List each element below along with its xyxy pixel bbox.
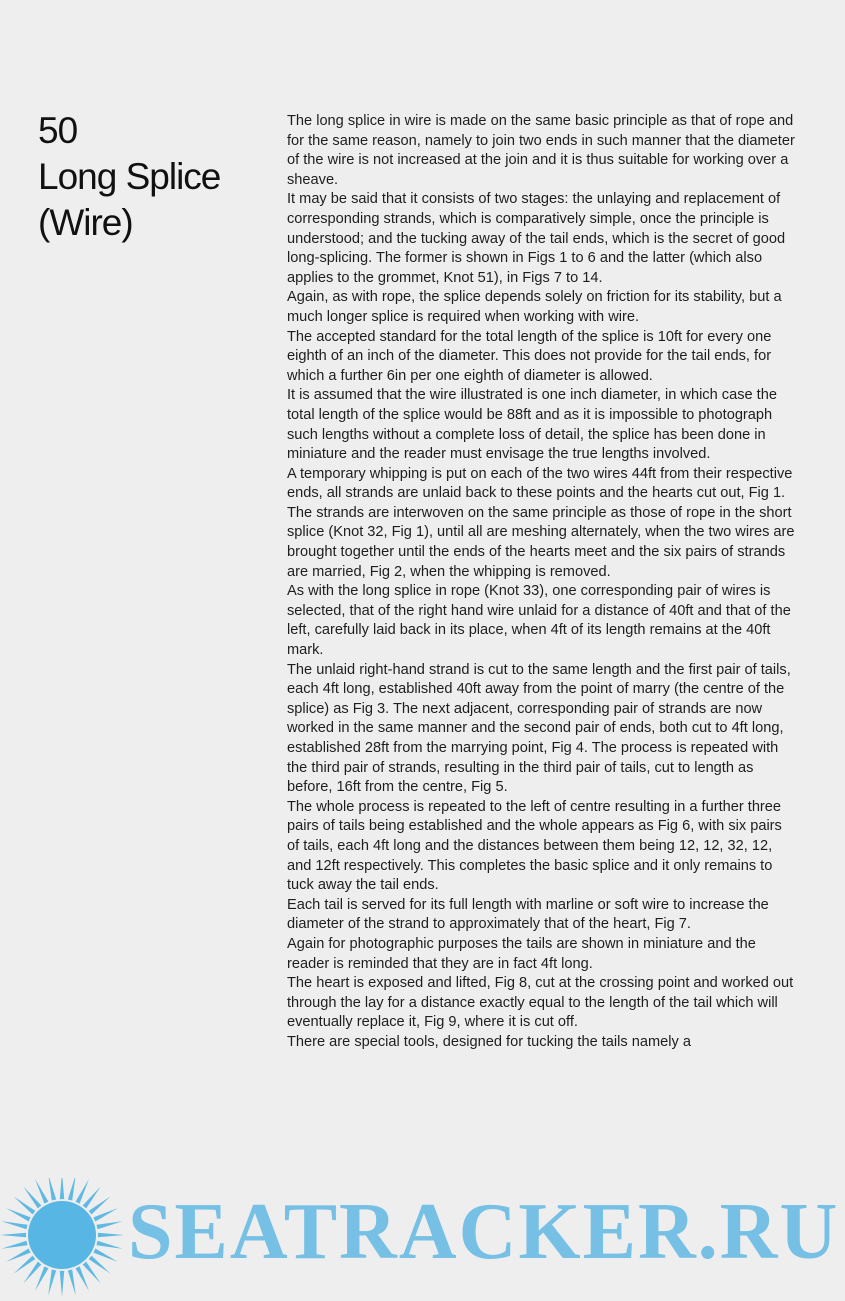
page-title [38,108,278,246]
sun-ray [23,1262,41,1284]
sun-ray [60,1271,65,1297]
sun-ray [83,1262,101,1284]
paragraph: Again for photographic purposes the tails are shown in miniature and the reader is reminded that they are in fact 4ft long. [287,935,756,972]
sun-ray [2,1241,28,1249]
sun-ray [35,1179,48,1203]
paragraph: It is assumed that the wire illustrated is one inch diameter, in which case the total length of the splice would be 88ft and as it is impossible to photograph such lengths without a complete loss of detail, the splice has been done in miniature and the reader must envisage the true lengths involved. [287,387,777,463]
sun-ray [6,1208,30,1221]
sun-ray [89,1256,111,1274]
title-line-2: (Wire) [38,202,133,243]
sun-ray [60,1178,65,1199]
sun-ray [83,1187,101,1209]
paragraph: The heart is exposed and lifted, Fig 8, cut at the crossing point and worked out through the lay for a distance exactly equal to the length of the tail which will eventually replace it, Fig 9, where it is cut off. [287,975,794,1031]
paragraph: The strands are interwoven on the same principle as those of rope in the short splice (Knot 32, Fig 1), until all are meshing alternately, when the two wires are brought together until the ends of the hearts meet and the six pairs of strands are married, Fig 2, when the whipping is removed. [287,504,795,580]
title-line-1: Long Splice [38,156,221,197]
paragraph: The unlaid right-hand strand is cut to the same length and the first pair of tails, each 4ft long, established 40ft away from the point of marry (the centre of the splice) as Fig 3. The next adjacent, corresponding pair of strands are now worked in the same manner and the second pair of ends, both cut to 4ft long, established 28ft from the marrying point, Fig 4. The process is repeated with the third pair of strands, resulting in the third pair of tails, cut to length as before, 16ft from the centre, Fig 5. [287,661,791,796]
sun-ray [76,1266,89,1290]
sun-ray [2,1221,28,1229]
sun-ray [97,1221,123,1229]
paragraph: Each tail is served for its full length with marline or soft wire to increase the diameter of the strand to approximately that of the heart, Fig 7. [287,896,769,933]
sun-ray [48,1270,56,1296]
body-text [287,112,797,1053]
sun-ray [76,1179,89,1203]
sun-ray [93,1208,117,1221]
sun-ray [93,1249,117,1262]
sun-ray [68,1270,76,1296]
sun-ray [98,1233,124,1238]
knot-number: 50 [38,110,78,151]
paragraph: The long splice in wire is made on the same basic principle as that of rope and for the same reason, namely to join two ends in such manner that the diameter of the wire is not increased at the join and it is thus suitable for working over a sheave. [287,113,795,188]
paragraph: A temporary whipping is put on each of the two wires 44ft from their respective ends, all strands are unlaid back to these points and the hearts cut out, Fig 1. [287,465,793,502]
sun-ray [35,1266,48,1290]
sun-ray [89,1196,111,1214]
paragraph: The whole process is repeated to the left of centre resulting in a further three pairs of tails being established and the whole appears as Fig 6, with six pairs of tails, each 4ft long and the distances between them being 12, 12, 32, 12, and 12ft respectively. This completes the basic splice and it only remains to tuck away the tail ends. [287,798,782,894]
sun-ray [14,1196,36,1214]
sun-ray [23,1187,41,1209]
sun-ray [97,1241,123,1249]
paragraph: There are special tools, designed for tucking the tails namely a [287,1033,691,1050]
watermark-text: SEATRACKER.RU [128,1188,840,1276]
paragraph: Again, as with rope, the splice depends solely on friction for its stability, but a much longer splice is required when working with wire. [287,289,782,325]
sun-ray [68,1178,76,1200]
paragraph: The accepted standard for the total length of the splice is 10ft for every one eighth of an inch of the diameter. This does not provide for the tail ends, for which a further 6in per one eighth of diameter is allowed. [287,328,772,384]
paragraph: It may be said that it consists of two stages: the unlaying and replacement of corresponding strands, which is comparatively simple, once the principle is understood; and the tucking away of the tail ends, which is the secret of good long-splicing. The former is shown in Figs 1 to 6 and the latter (which also applies to the grommet, Knot 51), in Figs 7 to 14. [287,191,786,286]
sun-ray [14,1256,36,1274]
sun-ray [0,1233,26,1238]
sun-ray [6,1249,30,1262]
paragraph: As with the long splice in rope (Knot 33), one corresponding pair of wires is selected, that of the right hand wire unlaid for a distance of 40ft and that of the left, carefully laid back in its place, when 4ft of its length remains at the 40ft mark. [287,583,791,659]
sun-ray [48,1178,56,1200]
